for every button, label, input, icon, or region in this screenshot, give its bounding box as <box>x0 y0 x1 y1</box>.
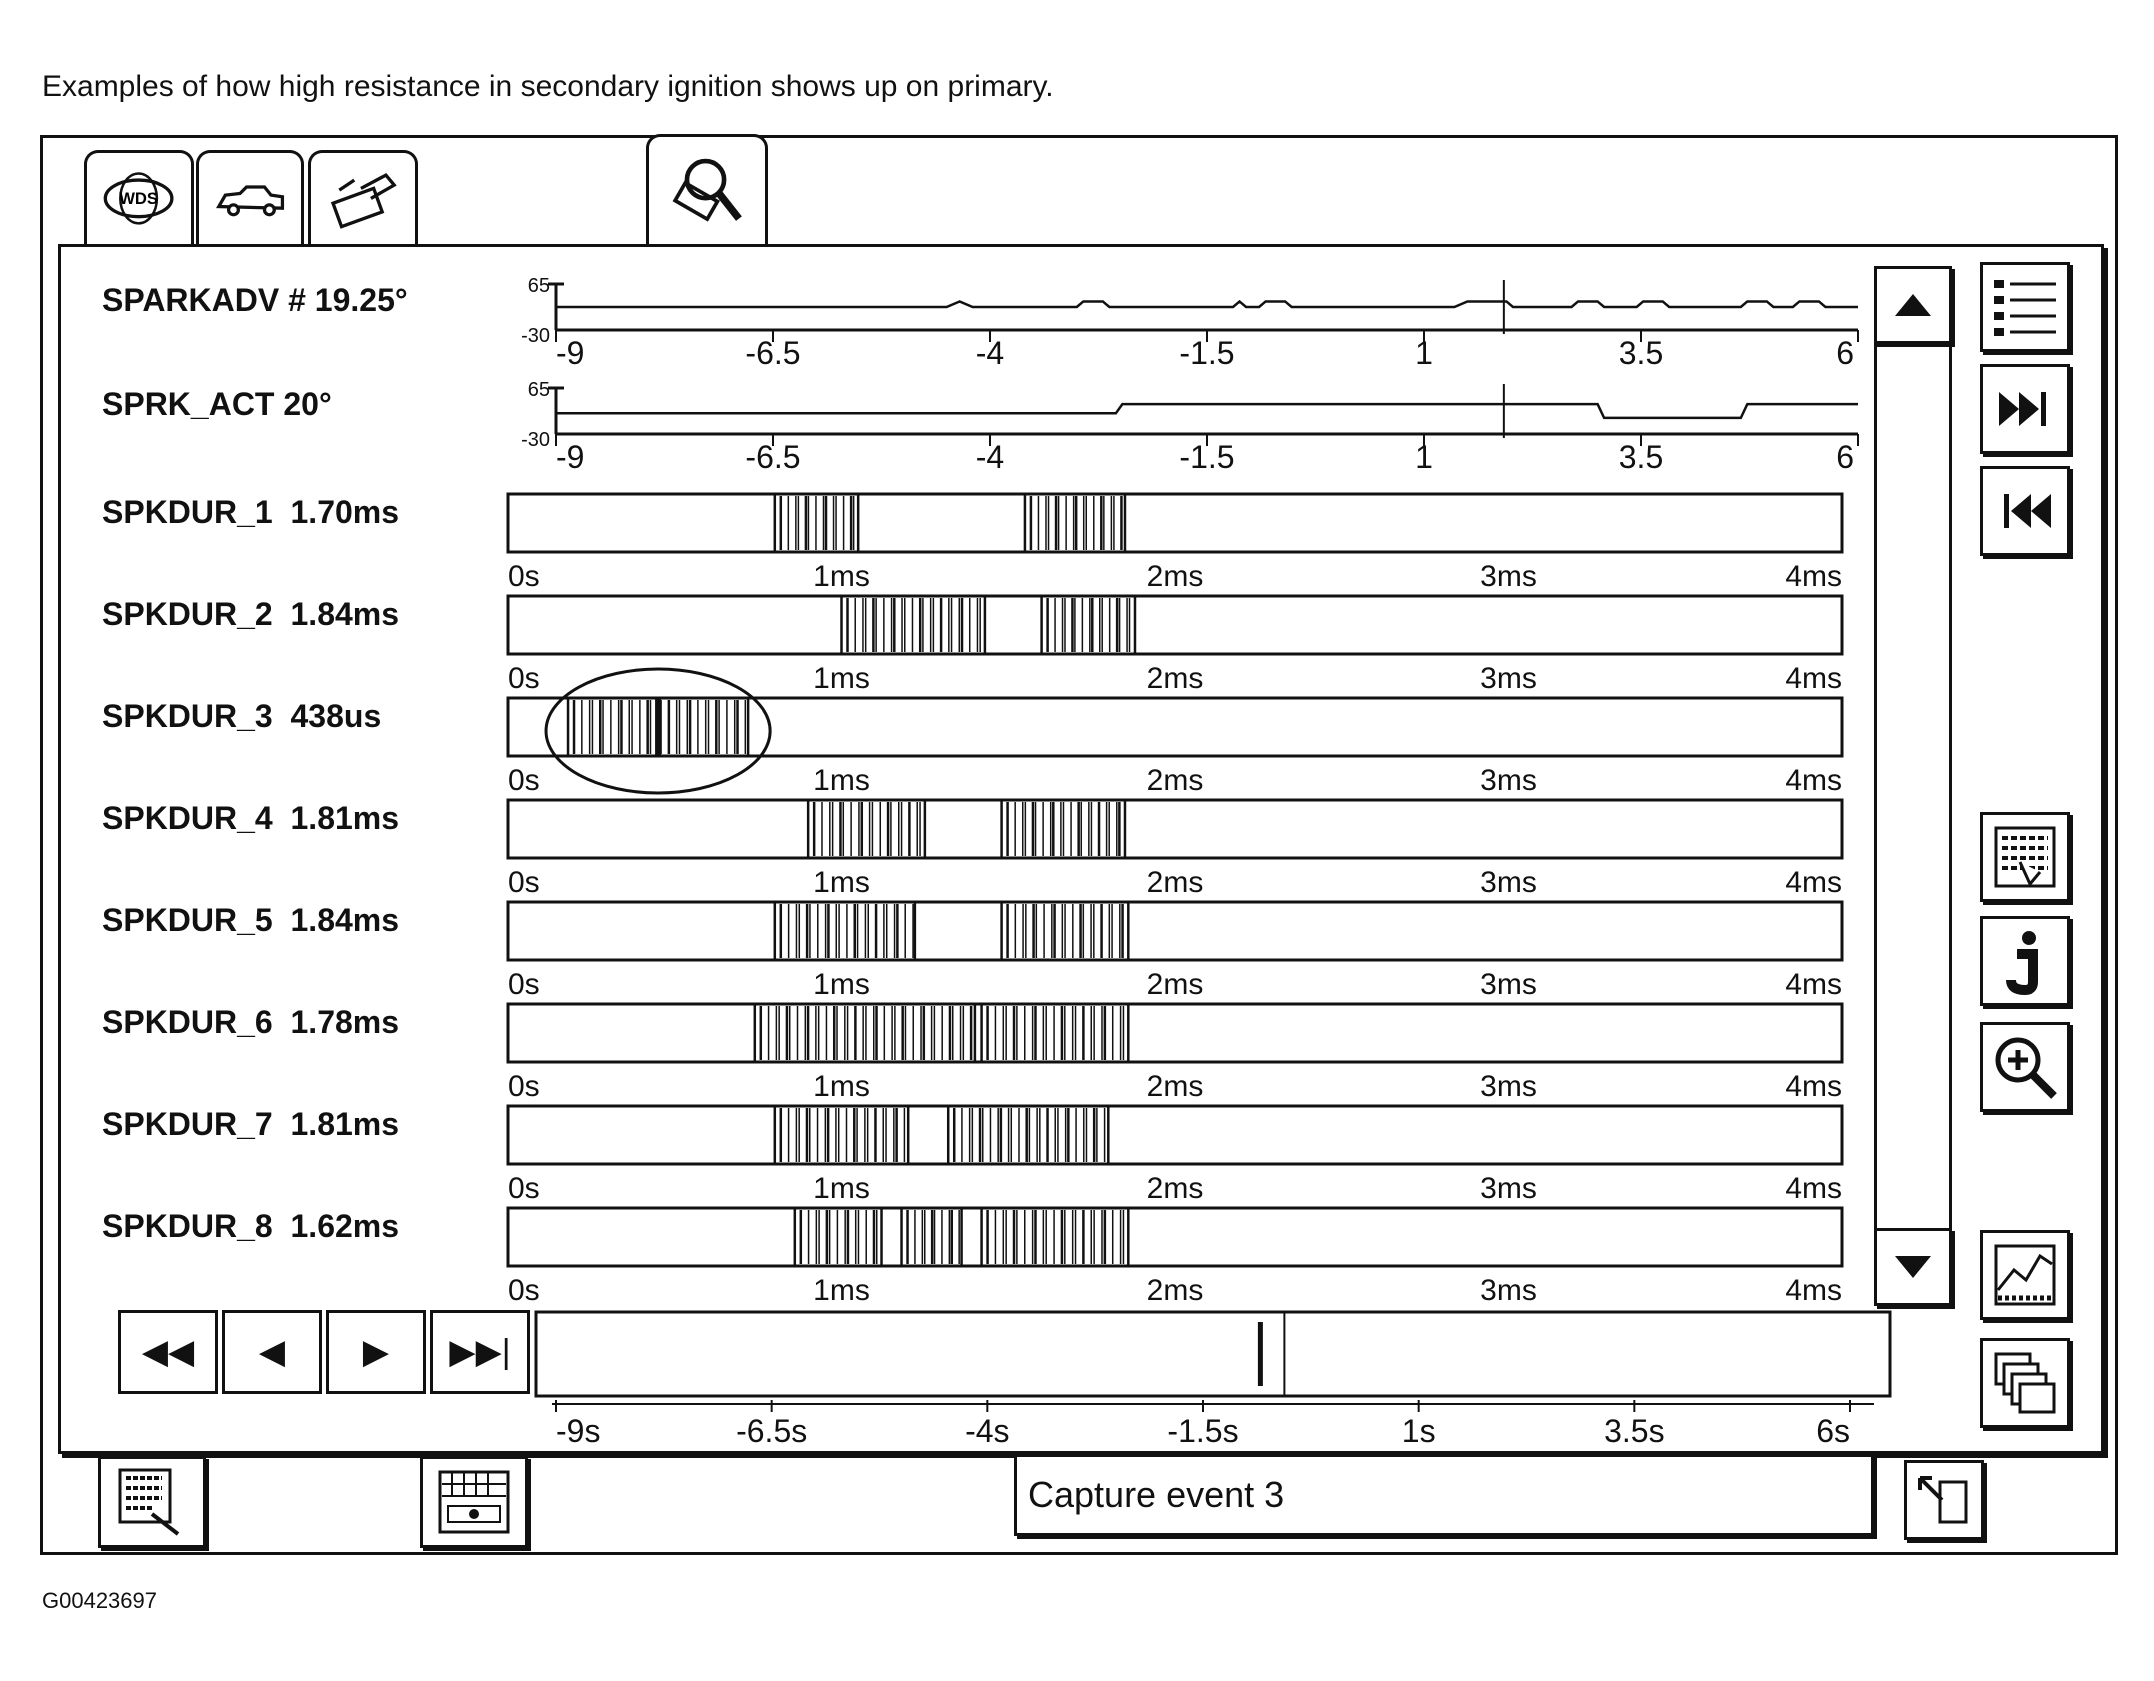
y-max-label: 65 <box>527 275 550 297</box>
y-max-label: 65 <box>527 379 550 401</box>
x-tick-label: -4 <box>975 335 1005 371</box>
vertical-scrollbar[interactable] <box>1874 266 1952 1306</box>
time-tick-label: 2ms <box>1146 560 1204 593</box>
timeline-tick-label: -6.5s <box>736 1413 808 1449</box>
time-tick-label: 4ms <box>1785 968 1842 1001</box>
svg-text:WDS: WDS <box>119 189 159 209</box>
skip-forward-button[interactable] <box>1980 364 2070 454</box>
channel-label-1: SPRK_ACT 20° <box>102 386 332 422</box>
graph-view-button[interactable] <box>1980 1230 2070 1320</box>
zoom-in-icon <box>1990 1032 2060 1102</box>
scroll-up-button[interactable] <box>1874 266 1952 344</box>
first-frame-button[interactable] <box>118 1310 218 1394</box>
time-tick-label: 1ms <box>813 662 870 695</box>
time-tick-label: 1ms <box>813 866 870 899</box>
pid-select-icon <box>1990 822 2060 892</box>
timeline-tick-label: 6s <box>1816 1413 1850 1449</box>
x-tick-label: 3.5 <box>1618 439 1664 475</box>
x-tick-label: -1.5 <box>1179 439 1235 475</box>
previous-frame-button[interactable] <box>222 1310 322 1394</box>
time-tick-label: 3ms <box>1480 662 1537 695</box>
skip-forward-icon <box>1995 384 2055 434</box>
figure-id: G00423697 <box>42 1588 157 1613</box>
time-tick-label: 3ms <box>1480 764 1537 797</box>
stacked-files-icon <box>1990 1348 2060 1418</box>
figure-caption: Examples of how high resistance in secondary ignition shows up on primary. <box>42 70 1054 103</box>
channel-label-8: SPKDUR_7 1.81ms <box>102 1106 400 1142</box>
step-forward-icon: ▶ <box>362 1333 390 1371</box>
time-tick-label: 2ms <box>1146 1172 1204 1205</box>
time-tick-label: 0s <box>508 764 540 797</box>
rewind-icon: ◀◀ <box>141 1333 195 1371</box>
list-icon <box>1990 272 2060 342</box>
pid-trace <box>556 404 1858 418</box>
x-tick-label: -9 <box>556 335 585 371</box>
exit-button[interactable] <box>1904 1460 1984 1540</box>
time-tick-label: 2ms <box>1146 764 1204 797</box>
channel-label-7: SPKDUR_6 1.78ms <box>102 1004 400 1040</box>
time-tick-label: 0s <box>508 662 540 695</box>
time-tick-label: 3ms <box>1480 866 1537 899</box>
time-tick-label: 2ms <box>1146 968 1204 1001</box>
list-view-button[interactable] <box>1980 262 2070 352</box>
timeline-slider <box>536 1312 1890 1396</box>
select-pid-button[interactable] <box>1980 812 2070 902</box>
time-tick-label: 4ms <box>1785 1172 1842 1205</box>
zoom-in-button[interactable] <box>1980 1022 2070 1112</box>
time-tick-label: 4ms <box>1785 662 1842 695</box>
last-frame-button[interactable] <box>430 1310 530 1394</box>
time-tick-label: 3ms <box>1480 968 1537 1001</box>
time-tick-label: 1ms <box>813 764 870 797</box>
pid-trace <box>556 301 1858 307</box>
recorder-button[interactable] <box>420 1456 528 1548</box>
time-tick-label: 4ms <box>1785 866 1842 899</box>
spark-box <box>508 1208 1842 1266</box>
x-tick-label: -9 <box>556 439 585 475</box>
time-tick-label: 2ms <box>1146 1274 1204 1307</box>
step-back-icon: ◀ <box>258 1333 286 1371</box>
time-tick-label: 0s <box>508 1070 540 1103</box>
channel-label-5: SPKDUR_4 1.81ms <box>102 800 400 836</box>
x-tick-label: -1.5 <box>1179 335 1235 371</box>
time-tick-label: 1ms <box>813 968 870 1001</box>
time-tick-label: 0s <box>508 968 540 1001</box>
info-button[interactable] <box>1980 916 2070 1006</box>
timeline-tick-label: -9s <box>556 1413 601 1449</box>
time-tick-label: 3ms <box>1480 560 1537 593</box>
timeline-tick-label: 3.5s <box>1604 1413 1665 1449</box>
time-tick-label: 2ms <box>1146 866 1204 899</box>
snapshots-button[interactable] <box>1980 1338 2070 1428</box>
timeline-tick-label: -4s <box>965 1413 1010 1449</box>
time-tick-label: 4ms <box>1785 1070 1842 1103</box>
x-tick-label: -6.5 <box>745 335 801 371</box>
time-tick-label: 0s <box>508 1172 540 1205</box>
timeline-tick-label: 1s <box>1401 1413 1436 1449</box>
spark-box <box>508 1004 1842 1062</box>
next-frame-button[interactable] <box>326 1310 426 1394</box>
time-tick-label: 3ms <box>1480 1070 1537 1103</box>
time-tick-label: 2ms <box>1146 1070 1204 1103</box>
status-text: Capture event 3 <box>1028 1474 1285 1515</box>
time-tick-label: 0s <box>508 866 540 899</box>
time-tick-label: 4ms <box>1785 1274 1842 1307</box>
tape-recorder-icon <box>434 1466 514 1538</box>
time-tick-label: 3ms <box>1480 1274 1537 1307</box>
graph-view-icon <box>1990 1240 2060 1310</box>
time-tick-label: 1ms <box>813 560 870 593</box>
time-tick-label: 0s <box>508 1274 540 1307</box>
arrow-up-icon <box>1893 290 1933 320</box>
spark-box <box>508 494 1842 552</box>
time-tick-label: 3ms <box>1480 1172 1537 1205</box>
time-tick-label: 4ms <box>1785 560 1842 593</box>
channel-label-6: SPKDUR_5 1.84ms <box>102 902 400 938</box>
x-tick-label: 6 <box>1836 335 1854 371</box>
x-tick-label: -6.5 <box>745 439 801 475</box>
channel-label-2: SPKDUR_1 1.70ms <box>102 494 400 530</box>
spark-box <box>508 902 1842 960</box>
spark-box <box>508 596 1842 654</box>
time-tick-label: 1ms <box>813 1172 870 1205</box>
y-min-label: -30 <box>521 429 550 451</box>
time-tick-label: 1ms <box>813 1274 870 1307</box>
time-tick-label: 1ms <box>813 1070 870 1103</box>
time-tick-label: 2ms <box>1146 662 1204 695</box>
spark-box <box>508 1106 1842 1164</box>
exit-arrow-icon <box>1914 1470 1974 1530</box>
timeline-tick-label: -1.5s <box>1167 1413 1239 1449</box>
info-icon <box>1995 926 2055 996</box>
x-tick-label: -4 <box>975 439 1005 475</box>
report-hand-icon <box>112 1464 192 1540</box>
report-button[interactable] <box>98 1456 206 1548</box>
y-min-label: -30 <box>521 325 550 347</box>
channel-label-9: SPKDUR_8 1.62ms <box>102 1208 400 1244</box>
x-tick-label: 6 <box>1836 439 1854 475</box>
scroll-down-button[interactable] <box>1874 1228 1952 1306</box>
skip-back-button[interactable] <box>1980 466 2070 556</box>
time-tick-label: 4ms <box>1785 764 1842 797</box>
spark-box <box>508 800 1842 858</box>
time-tick-label: 0s <box>508 560 540 593</box>
skip-back-icon <box>1995 486 2055 536</box>
channel-label-4: SPKDUR_3 438us <box>102 698 382 734</box>
arrow-down-icon <box>1893 1252 1933 1282</box>
fast-forward-icon: ▶▶| <box>449 1333 511 1371</box>
x-tick-label: 3.5 <box>1618 335 1664 371</box>
x-tick-label: 1 <box>1415 335 1433 371</box>
channel-label-0: SPARKADV # 19.25° <box>102 282 408 318</box>
channel-label-3: SPKDUR_2 1.84ms <box>102 596 400 632</box>
x-tick-label: 1 <box>1415 439 1433 475</box>
